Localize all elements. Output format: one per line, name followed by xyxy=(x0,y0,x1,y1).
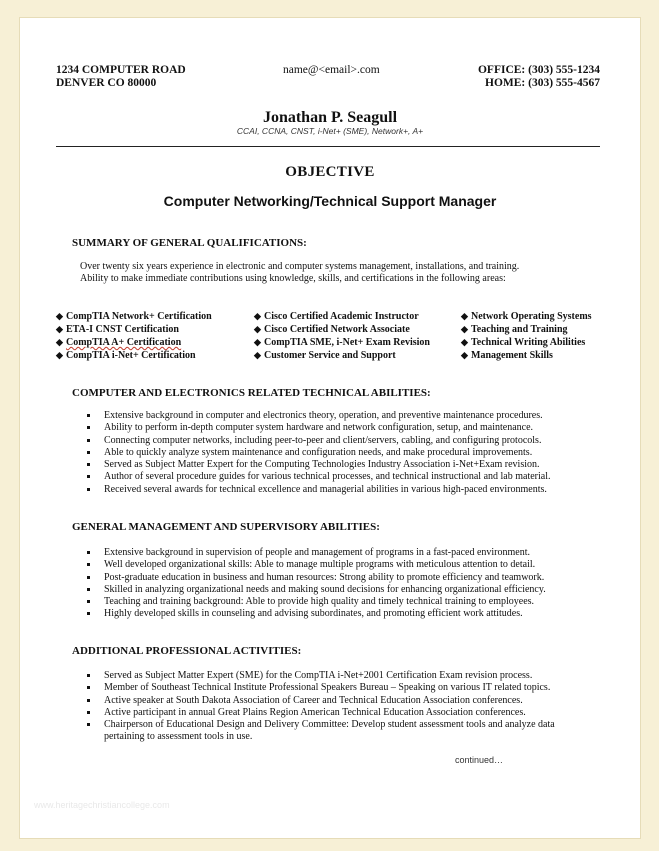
cert-item: ◆ CompTIA SME, i-Net+ Exam Revision xyxy=(254,337,430,348)
address-line-1: 1234 COMPUTER ROAD xyxy=(56,64,186,76)
square-bullet-icon xyxy=(87,576,90,579)
cert-item: ◆ CompTIA Network+ Certification xyxy=(56,311,212,322)
diamond-bullet-icon: ◆ xyxy=(56,337,63,347)
cert-item: ◆ Cisco Certified Academic Instructor xyxy=(254,311,419,322)
square-bullet-icon xyxy=(87,674,90,677)
header-divider xyxy=(56,146,600,147)
objective-heading: OBJECTIVE xyxy=(285,164,375,180)
diamond-bullet-icon: ◆ xyxy=(254,311,261,321)
list-item: Post-graduate education in business and human resources: Strong ability to promote efficiency and teamwork. xyxy=(87,572,546,584)
spellcheck-underlined-text: CompTIA A+ Certification xyxy=(66,337,182,348)
square-bullet-icon xyxy=(87,699,90,702)
cert-item: ◆ Network Operating Systems xyxy=(461,311,592,322)
list-item: Connecting computer networks, including peer-to-peer and client/servers, cabling, and configuring protocols. xyxy=(87,435,551,447)
diamond-bullet-icon: ◆ xyxy=(254,324,261,334)
technical-list xyxy=(87,410,551,496)
cert-item: ◆ Cisco Certified Network Associate xyxy=(254,324,410,335)
list-item: Extensive background in computer and electronics theory, operation, and preventive maintenance procedures. xyxy=(87,410,551,422)
technical-title: COMPUTER AND ELECTRONICS RELATED TECHNICAL ABILITIES: xyxy=(72,387,431,399)
cert-item: ◆ Customer Service and Support xyxy=(254,350,396,361)
diamond-bullet-icon: ◆ xyxy=(461,337,468,347)
home-phone: HOME: (303) 555-4567 xyxy=(485,76,600,89)
cert-item: ◆ CompTIA i-Net+ Certification xyxy=(56,350,196,361)
watermark: www.heritagechristiancollege.com xyxy=(34,800,170,810)
square-bullet-icon xyxy=(87,711,90,714)
list-item: Able to quickly analyze system maintenance and configuration needs, and make procedural improvements. xyxy=(87,447,551,459)
list-item: Well developed organizational skills: Able to manage multiple programs with meticulous attention to detail. xyxy=(87,559,546,571)
square-bullet-icon xyxy=(87,600,90,603)
summary-title: SUMMARY OF GENERAL QUALIFICATIONS: xyxy=(72,237,307,249)
candidate-name: Jonathan P. Seagull xyxy=(262,109,398,126)
cert-item: ◆ Management Skills xyxy=(461,350,553,361)
list-item: Member of Southeast Technical Institute Professional Speakers Bureau – Speaking on various IT related topics. xyxy=(87,682,555,694)
list-item-continuation: pertaining to assessment tools in use. xyxy=(104,731,253,743)
square-bullet-icon xyxy=(87,451,90,454)
cert-item: ◆ ETA-I CNST Certification xyxy=(56,324,179,335)
office-phone: OFFICE: (303) 555-1234 xyxy=(477,64,600,76)
address-line-2: DENVER CO 80000 xyxy=(56,76,157,89)
cert-item xyxy=(56,336,212,349)
summary-line: Over twenty six years experience in electronic and computer systems management, installations, and training. xyxy=(80,261,520,272)
square-bullet-icon xyxy=(87,426,90,429)
square-bullet-icon xyxy=(87,686,90,689)
list-item: Active speaker at South Dakota Association of Career and Technical Education Association conferences. xyxy=(87,695,555,707)
cert-column-3 xyxy=(461,310,592,362)
list-item: Active participant in annual Great Plains Region American Technical Education Association conferences. xyxy=(87,707,555,719)
additional-list xyxy=(87,670,555,744)
list-item: Highly developed skills in counseling and advising subordinates, and promoting efficient work attitudes. xyxy=(87,608,546,620)
list-item: Skilled in analyzing organizational needs and making sound decisions for enhancing organizational efficiency. xyxy=(87,584,546,596)
additional-title: ADDITIONAL PROFESSIONAL ACTIVITIES: xyxy=(72,645,302,657)
summary-line: Ability to make immediate contributions using knowledge, skills, and certifications in the following areas: xyxy=(80,273,506,284)
diamond-bullet-icon: ◆ xyxy=(56,350,63,360)
diamond-bullet-icon: ◆ xyxy=(56,311,63,321)
cert-item: ◆ Technical Writing Abilities xyxy=(461,337,586,348)
square-bullet-icon xyxy=(87,612,90,615)
management-list xyxy=(87,547,546,621)
credentials-line: CCAI, CCNA, CNST, i-Net+ (SME), Network+, A+ xyxy=(236,126,424,136)
list-item: Chairperson of Educational Design and Delivery Committee: Develop student assessment tools and analyze data pertaining to assessment tools in use. xyxy=(87,719,555,744)
list-item: Ability to perform in-depth computer system hardware and network configuration, setup, and maintenance. xyxy=(87,422,551,434)
square-bullet-icon xyxy=(87,475,90,478)
list-item: Received several awards for technical excellence and managerial abilities in various high-paced environments. xyxy=(87,484,551,496)
list-item: Author of several procedure guides for various technical processes, and technical instructional and lab material. xyxy=(87,471,551,483)
diamond-bullet-icon: ◆ xyxy=(56,324,63,334)
resume-page xyxy=(20,18,640,838)
square-bullet-icon xyxy=(87,439,90,442)
square-bullet-icon xyxy=(87,414,90,417)
address-block xyxy=(56,64,186,89)
cert-item: ◆ Teaching and Training xyxy=(461,324,568,335)
summary-text xyxy=(80,261,519,285)
list-item: Teaching and training background: Able to provide high quality and timely technical training to employees. xyxy=(87,596,546,608)
objective-text: Computer Networking/Technical Support Manager xyxy=(163,193,497,209)
diamond-bullet-icon: ◆ xyxy=(254,350,261,360)
square-bullet-icon xyxy=(87,551,90,554)
management-title: GENERAL MANAGEMENT AND SUPERVISORY ABILITIES: xyxy=(72,521,380,533)
phone-block xyxy=(478,64,600,89)
square-bullet-icon xyxy=(87,488,90,491)
square-bullet-icon xyxy=(87,463,90,466)
diamond-bullet-icon: ◆ xyxy=(461,350,468,360)
list-item: Extensive background in supervision of people and management of programs in a fast-paced environment. xyxy=(87,547,546,559)
diamond-bullet-icon: ◆ xyxy=(461,311,468,321)
diamond-bullet-icon: ◆ xyxy=(461,324,468,334)
email-text: name@<email>.com xyxy=(283,64,380,76)
list-item: Served as Subject Matter Expert for the Computing Technologies Industry Association i-Net+Exam revision. xyxy=(87,459,551,471)
diamond-bullet-icon: ◆ xyxy=(254,337,261,347)
continued-note: continued… xyxy=(455,755,504,765)
cert-column-1 xyxy=(56,310,212,362)
square-bullet-icon xyxy=(87,723,90,726)
square-bullet-icon xyxy=(87,563,90,566)
cert-column-2 xyxy=(254,310,430,362)
list-item: Served as Subject Matter Expert (SME) for the CompTIA i-Net+2001 Certification Exam revision process. xyxy=(87,670,555,682)
square-bullet-icon xyxy=(87,588,90,591)
